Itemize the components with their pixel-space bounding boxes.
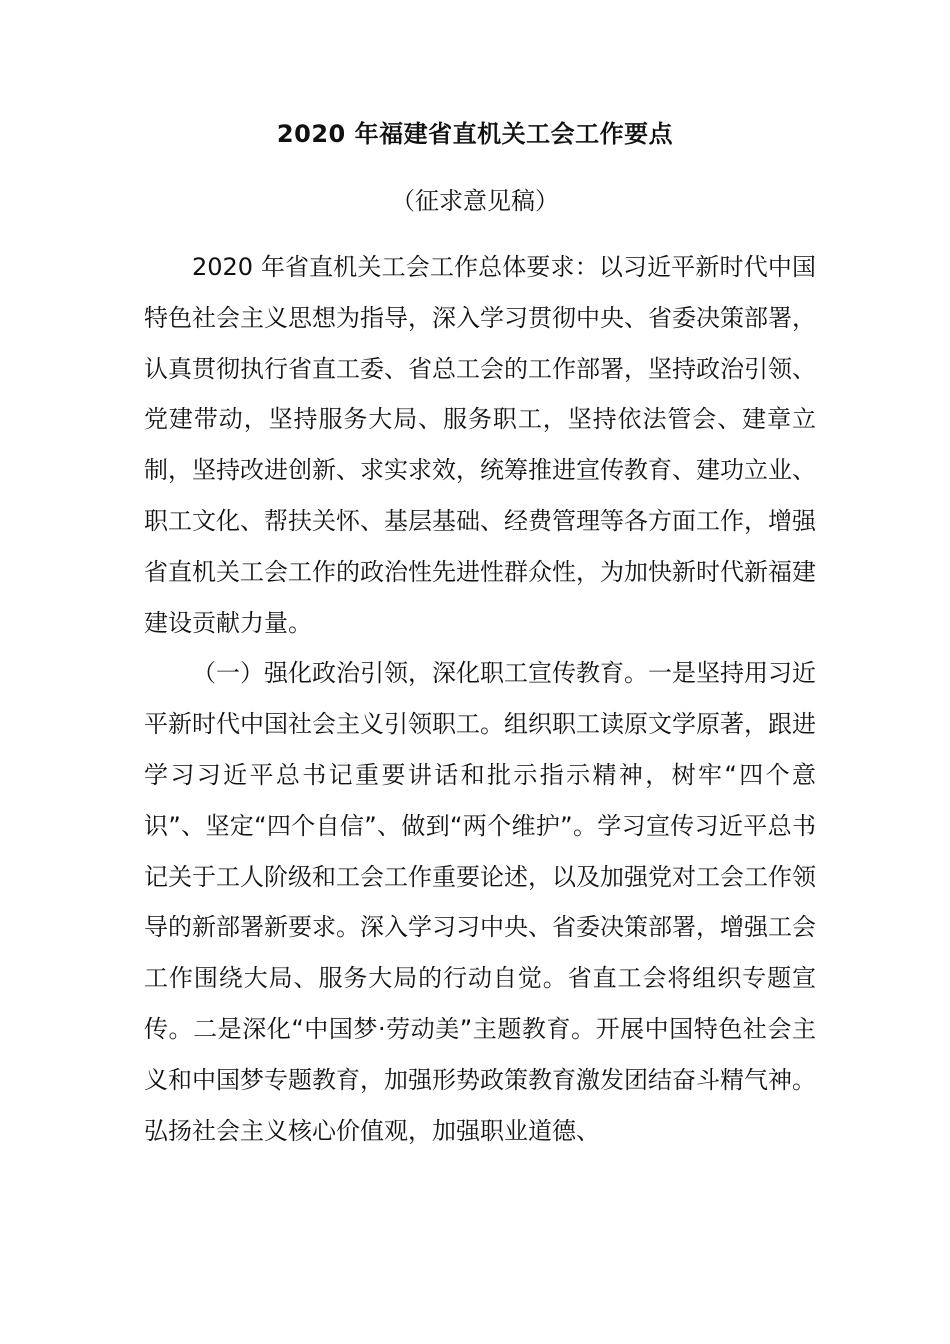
paragraph-section-one: （一）强化政治引领，深化职工宣传教育。一是坚持用习近平新时代中国社会主义引领职工。组织职工读原文学原著，跟进学习习近平总书记重要讲话和批示指示精神，树牢“四个意识”、坚定“四个自信”、做到“两个维护”。学习宣传习近平总书记关于工人阶级和工会工作重要论述，以及加强党对工会工作领导的新部署新要求。深入学习习中央、省委决策部署，增强工会工作围绕大局、服务大局的行动自觉。省直工会将组织专题宣传。二是深化“中国梦·劳动美”主题教育。开展中国特色社会主义和中国梦专题教育，加强形势政策教育激发团结奋斗精气神。弘扬社会主义核心价值观，加强职业道德、 xyxy=(144,659,816,1145)
document-subtitle: （征求意见稿） xyxy=(391,187,559,215)
document-body xyxy=(144,242,816,1156)
document-title: 2020 年福建省直机关工会工作要点 xyxy=(276,120,674,148)
paragraph-general-requirements: 2020 年省直机关工会工作总体要求：以习近平新时代中国特色社会主义思想为指导，深入学习贯彻中央、省委决策部署，认真贯彻执行省直工委、省总工会的工作部署，坚持政治引领、党建带动，坚持服务大局、服务职工，坚持依法管会、建章立制，坚持改进创新、求实求效，统筹推进宣传教育、建功立业、职工文化、帮扶关怀、基层基础、经费管理等各方面工作，增强省直机关工会工作的政治性先进性群众性，为加快新时代新福建建设贡献力量。 xyxy=(144,253,816,637)
